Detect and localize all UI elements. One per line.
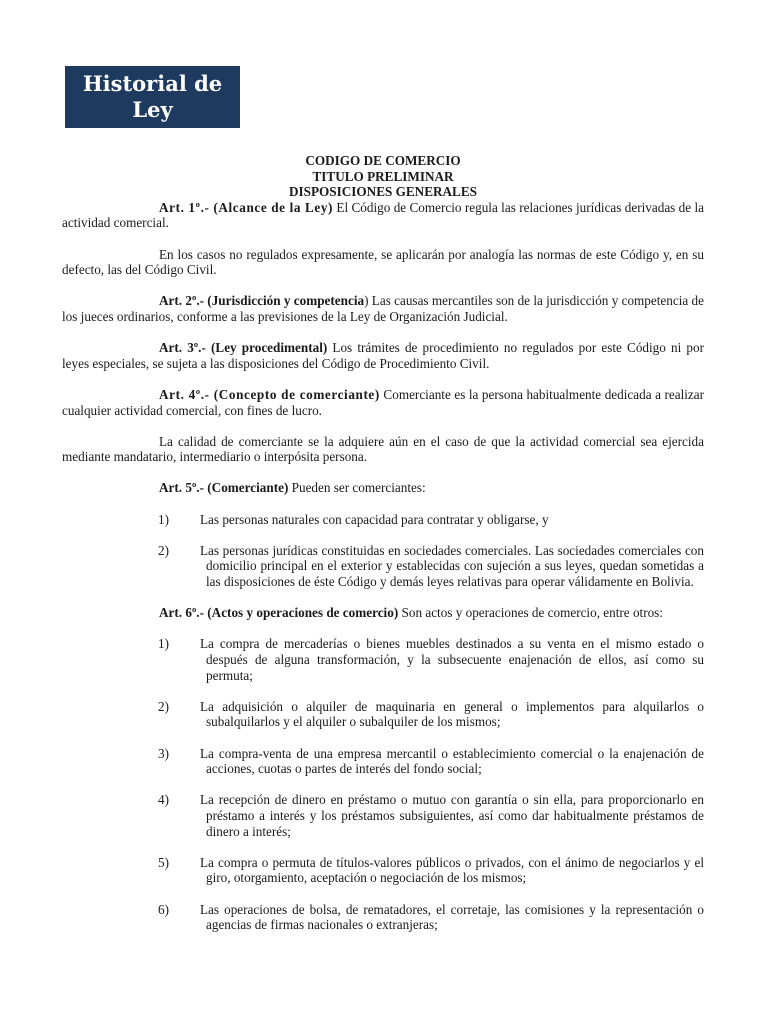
header-label-line1: Historial de	[82, 71, 223, 96]
article-text: ) Las causas mercantiles son de la jurisdicción y competencia de los jueces ordinarios, conforme a las previsiones de la Ley de Organización Judicial.	[62, 293, 704, 324]
article-6	[62, 605, 704, 621]
code-title: CODIGO DE COMERCIO	[305, 153, 461, 168]
item-text: Las personas naturales con capacidad para contratar y obligarse, y	[200, 511, 549, 527]
item-number: 2)	[158, 542, 169, 558]
item-number: 4)	[158, 792, 169, 808]
item-number: 1)	[158, 636, 169, 652]
article-text: Son actos y operaciones de comercio, entre otros:	[398, 605, 663, 621]
item-number: 2)	[158, 698, 169, 714]
list-item	[62, 512, 704, 528]
article-text: El Código de Comercio regula las relaciones jurídicas derivadas de la actividad comercial.	[62, 199, 704, 231]
item-text: La compra o permuta de títulos-valores públicos o privados, con el ánimo de negociarlos y el giro, otorgamiento, aceptación o negociación de los mismos;	[200, 854, 704, 886]
list-item	[62, 792, 704, 839]
article-text: Pueden ser comerciantes:	[288, 480, 426, 496]
list-item	[62, 636, 704, 683]
article-1	[62, 200, 704, 231]
article-heading: Art. 5º.- (Comerciante)	[159, 480, 289, 496]
header-label-line2: Ley	[132, 97, 173, 122]
list-item	[62, 699, 704, 730]
document-titles	[62, 153, 704, 200]
article-heading: Art. 6º.- (Actos y operaciones de comercio)	[159, 605, 399, 621]
item-text: Las personas jurídicas constituidas en sociedades comerciales. Las sociedades comerciales con domicilio principal en el exterior y establecidas con sujeción a sus leyes, quedan sometidas a las disposiciones de éste Código y demás leyes relativas para operar válidamente en Bolivia.	[200, 542, 704, 590]
title-heading: TITULO PRELIMINAR	[312, 168, 454, 184]
item-number: 5)	[158, 854, 169, 870]
article-5	[62, 480, 704, 496]
item-text: La compra-venta de una empresa mercantil o establecimiento comercial o la enajenación de acciones, cuotas o partes de interés del fondo social;	[200, 745, 704, 777]
item-text: La compra de mercaderías o bienes muebles destinados a su venta en el mismo estado o después de alguna transformación, y la subsecuente enajenación de ellos, así como su permuta;	[200, 636, 704, 683]
item-text: La recepción de dinero en préstamo o mutuo con garantía o sin ella, para proporcionarlo en préstamo a interés y los préstamos subsiguientes, así como dar habitualmente préstamos de dinero a interés;	[200, 792, 704, 839]
article-4	[62, 387, 704, 418]
article-text: En los casos no regulados expresamente, se aplicarán por analogía las normas de este Código y, en su defecto, las del Código Civil.	[62, 246, 704, 278]
article-text: La calidad de comerciante se la adquiere aún en el caso de que la actividad comercial sea ejercida mediante mandatario, intermediario o interpósita persona.	[62, 433, 704, 465]
article-text: Comerciante es la persona habitualmente dedicada a realizar cualquier actividad comercial, con fines de lucro.	[62, 386, 704, 418]
list-item	[62, 746, 704, 777]
document-body	[62, 153, 704, 948]
article-4-paragraph-2	[62, 434, 704, 465]
article-heading: Art. 4º.- (Concepto de comerciante)	[159, 386, 380, 402]
item-number: 1)	[158, 511, 169, 527]
item-number: 6)	[158, 901, 169, 917]
article-text: Los trámites de procedimiento no regulados por este Código ni por leyes especiales, se sujeta a las disposiciones del Código de Procedimiento Civil.	[62, 340, 704, 371]
article-heading: Art. 3º.- (Ley procedimental)	[159, 340, 328, 356]
article-heading: Art. 2º.- (Jurisdicción y competencia	[159, 293, 365, 309]
article-heading: Art. 1º.- (Alcance de la Ley)	[159, 199, 334, 215]
item-text: La adquisición o alquiler de maquinaria en general o implementos para alquilarlos o subalquilarlos y el alquiler o subalquiler de los mismos;	[200, 698, 704, 730]
section-heading: DISPOSICIONES GENERALES	[289, 184, 477, 200]
item-number: 3)	[158, 745, 169, 761]
list-item	[62, 855, 704, 886]
historial-de-ley-button[interactable]	[65, 66, 240, 128]
list-item	[62, 543, 704, 590]
list-item	[62, 902, 704, 933]
article-1-paragraph-2	[62, 247, 704, 278]
item-text: Las operaciones de bolsa, de rematadores, el corretaje, las comisiones y la representación o agencias de firmas nacionales o extranjeras;	[200, 901, 704, 933]
article-3	[62, 340, 704, 371]
article-2	[62, 293, 704, 324]
